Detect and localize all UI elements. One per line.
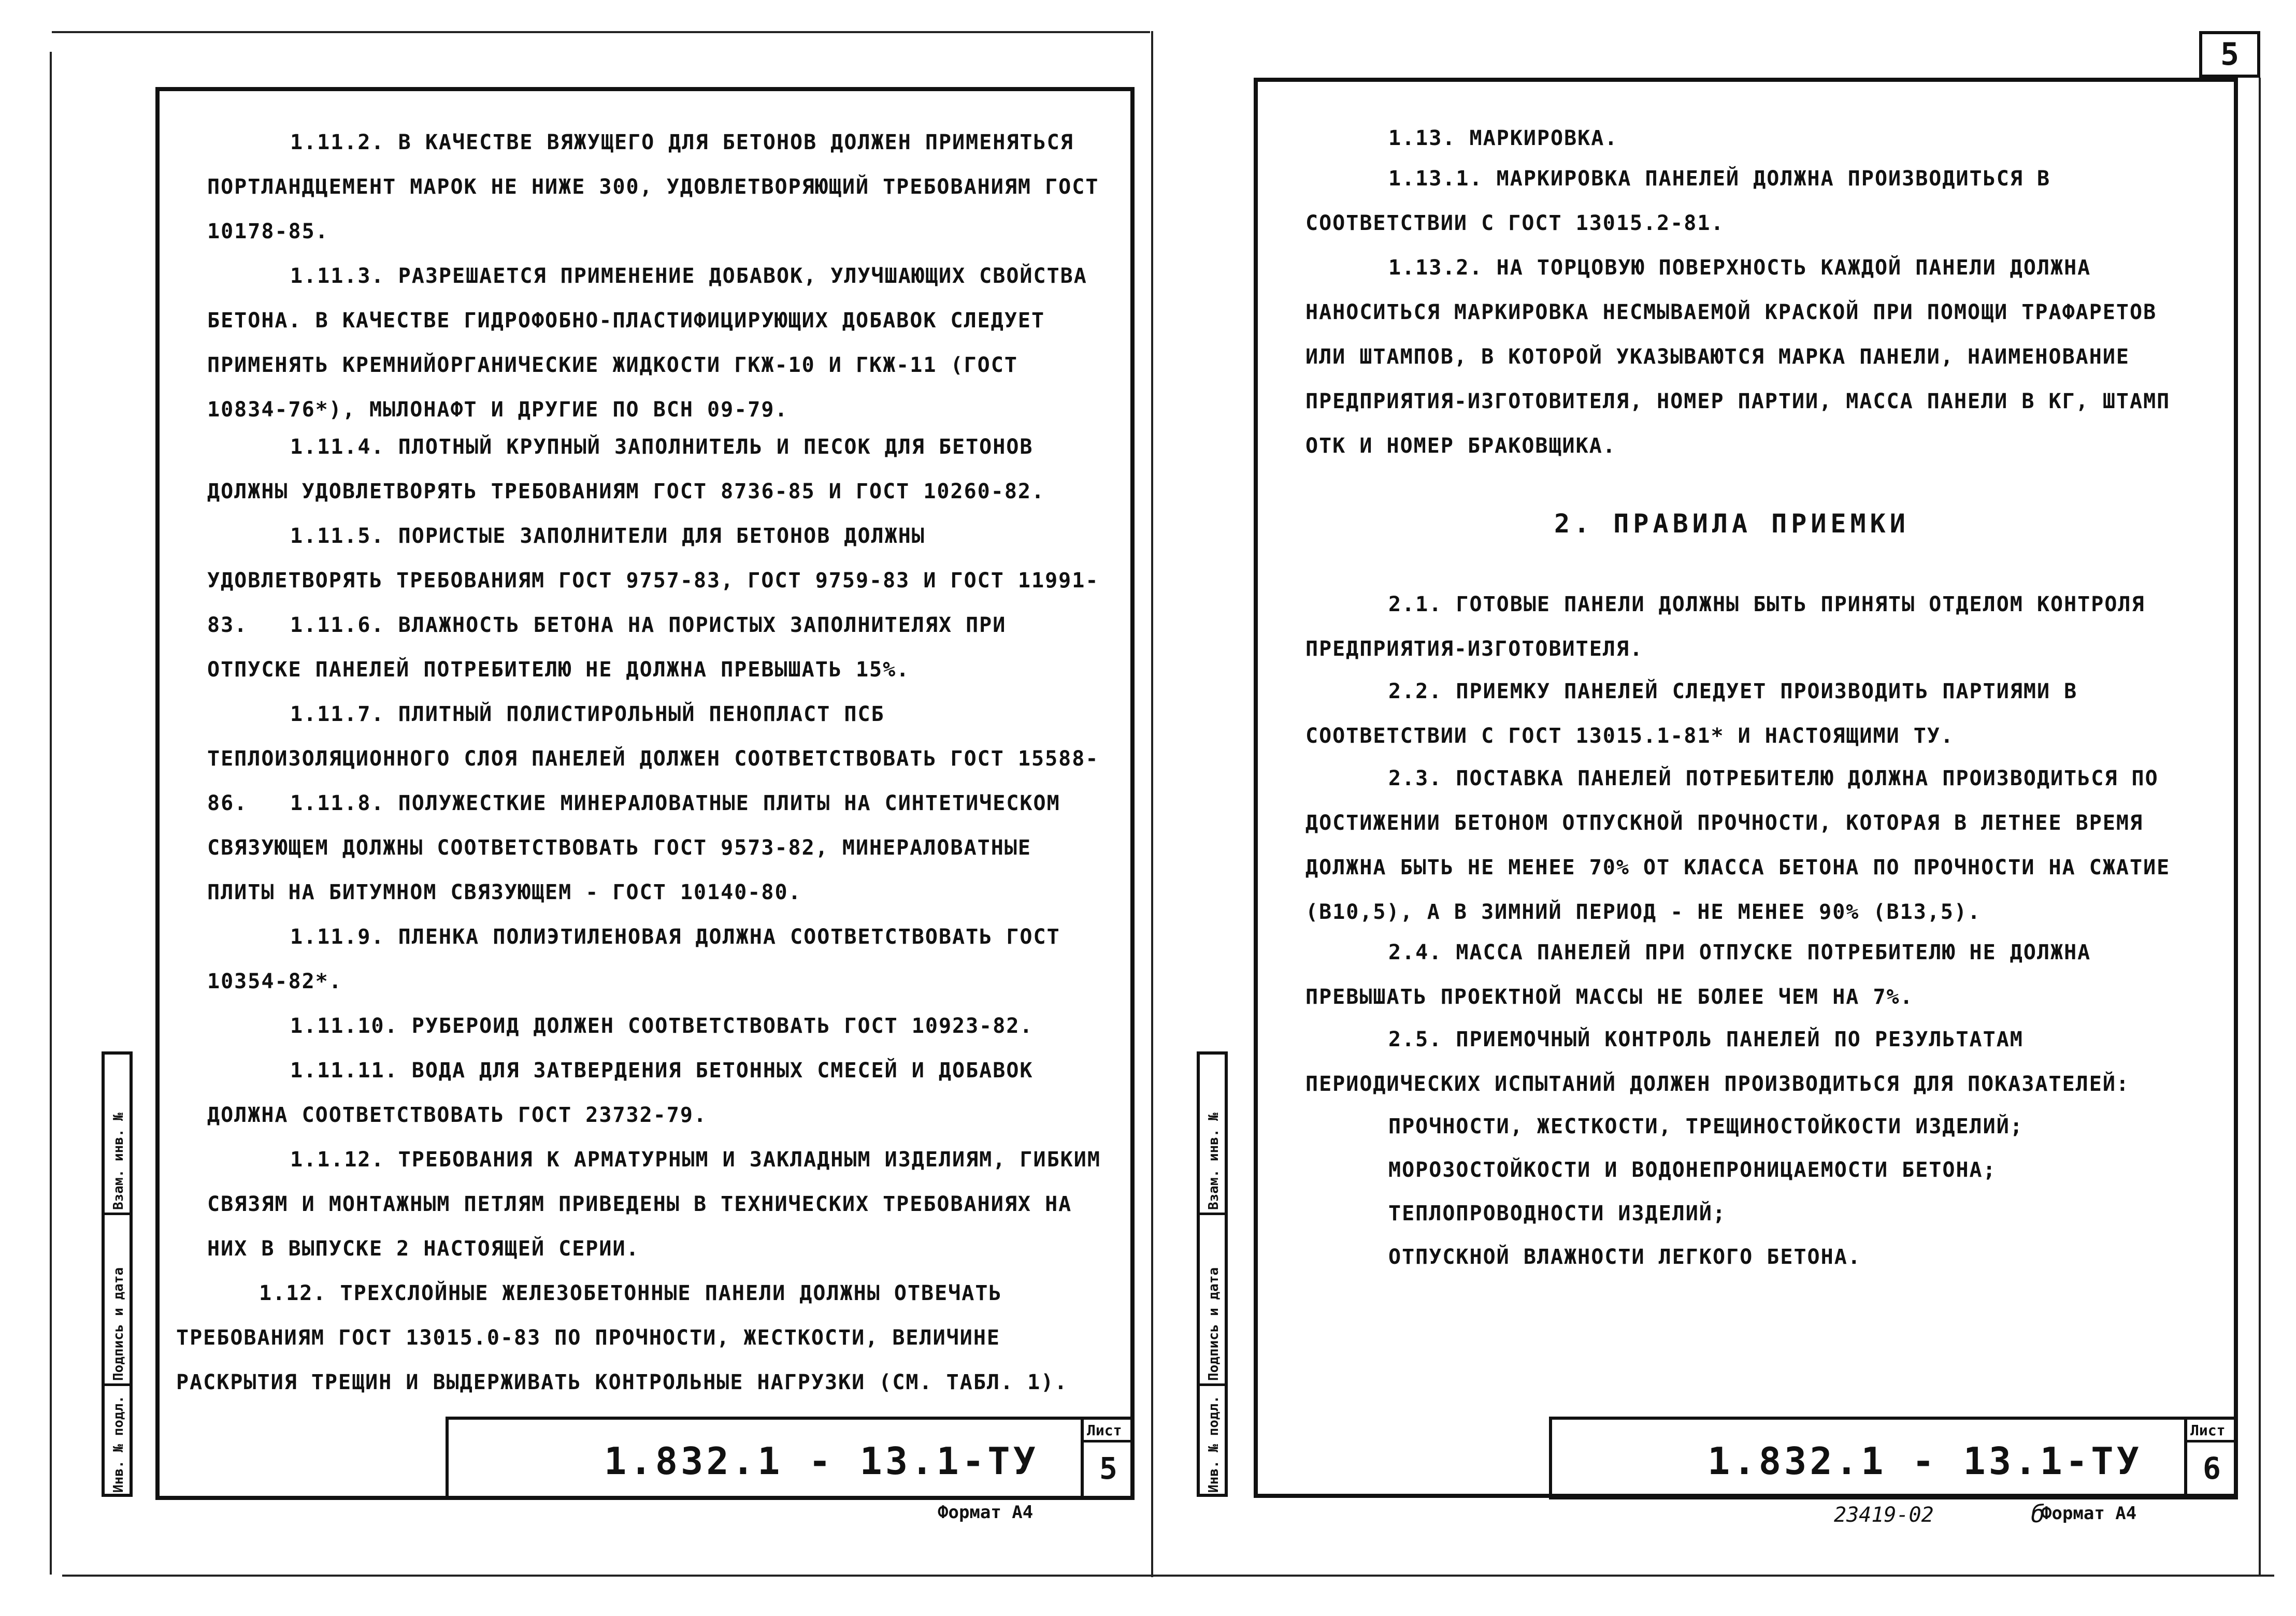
sheet-label: Лист	[1087, 1422, 1122, 1439]
bottom-edge-line	[62, 1575, 2274, 1577]
list-item: ОТПУСКНОЙ ВЛАЖНОСТИ ЛЕГКОГО БЕТОНА.	[1388, 1245, 1861, 1269]
sidebar-label: Подпись и дата	[1206, 1267, 1222, 1381]
left-paragraph: 1.11.7. ПЛИТНЫЙ ПОЛИСТИРОЛЬНЫЙ ПЕНОПЛАСТ ПСБ ТЕПЛОИЗОЛЯЦИОННОГО СЛОЯ ПАНЕЛЕЙ ДОЛЖЕН СООТВЕТСТВОВАТЬ ГОСТ 15588-86.	[207, 702, 1099, 815]
right-sidebar-stamp	[1197, 1051, 1228, 1497]
left-paragraph: 1.12. ТРЕХСЛОЙНЫЕ ЖЕЛЕЗОБЕТОННЫЕ ПАНЕЛИ ДОЛЖНЫ ОТВЕЧАТЬ ТРЕБОВАНИЯМ ГОСТ 13015.0-83 ПО ПРОЧНОСТИ, ЖЕСТКОСТИ, ВЕЛИЧИНЕ РАСКРЫТИЯ ТРЕЩИН И ВЫДЕРЖИВАТЬ КОНТРОЛЬНЫЕ НАГРУЗКИ (СМ. ТАБЛ. 1).	[176, 1281, 1068, 1394]
list-item: МОРОЗОСТОЙКОСТИ И ВОДОНЕПРОНИЦАЕМОСТИ БЕТОНА;	[1388, 1158, 1997, 1182]
document-designation: 1.832.1 - 13.1-ТУ	[604, 1439, 1039, 1483]
left-paragraph: 1.11.6. ВЛАЖНОСТЬ БЕТОНА НА ПОРИСТЫХ ЗАПОЛНИТЕЛЯХ ПРИ ОТПУСКЕ ПАНЕЛЕЙ ПОТРЕБИТЕЛЮ НЕ ДОЛЖНА ПРЕВЫШАТЬ 15%.	[207, 613, 1007, 682]
section-title: 2. ПРАВИЛА ПРИЕМКИ	[1554, 509, 1910, 539]
section-paragraph: 2.3. ПОСТАВКА ПАНЕЛЕЙ ПОТРЕБИТЕЛЮ ДОЛЖНА ПРОИЗВОДИТЬСЯ ПО ДОСТИЖЕНИИ БЕТОНОМ ОТПУСКНОЙ ПРОЧНОСТИ, КОТОРАЯ В ЛЕТНЕЕ ВРЕМЯ ДОЛЖНА БЫТЬ НЕ МЕНЕЕ 70% ОТ КЛАССА БЕТОНА ПО ПРОЧНОСТИ НА СЖАТИЕ (В10,5), А В ЗИМНИЙ ПЕРИОД - НЕ МЕНЕЕ 90% (В13,5).	[1305, 767, 2171, 924]
left-paragraph: 1.11.4. ПЛОТНЫЙ КРУПНЫЙ ЗАПОЛНИТЕЛЬ И ПЕСОК ДЛЯ БЕТОНОВ ДОЛЖНЫ УДОВЛЕТВОРЯТЬ ТРЕБОВАНИЯМ ГОСТ 8736-85 И ГОСТ 10260-82.	[207, 435, 1045, 503]
corner-page-number: 5	[2220, 36, 2240, 73]
sheet-cell	[1081, 1420, 1132, 1496]
top-edge-line	[52, 31, 1150, 33]
section-paragraph: 2.2. ПРИЕМКУ ПАНЕЛЕЙ СЛЕДУЕТ ПРОИЗВОДИТЬ ПАРТИЯМИ В СООТВЕТСТВИИ С ГОСТ 13015.1-81* И НАСТОЯЩИМИ ТУ.	[1305, 680, 2078, 748]
left-paragraph: 1.11.11. ВОДА ДЛЯ ЗАТВЕРДЕНИЯ БЕТОННЫХ СМЕСЕЙ И ДОБАВОК ДОЛЖНА СООТВЕТСТВОВАТЬ ГОСТ 23732-79.	[207, 1059, 1034, 1127]
left-paragraph: 1.11.8. ПОЛУЖЕСТКИЕ МИНЕРАЛОВАТНЫЕ ПЛИТЫ НА СИНТЕТИЧЕСКОМ СВЯЗУЮЩЕМ ДОЛЖНЫ СООТВЕТСТВОВАТЬ ГОСТ 9573-82, МИНЕРАЛОВАТНЫЕ ПЛИТЫ НА БИТУМНОМ СВЯЗУЮЩЕМ - ГОСТ 10140-80.	[207, 791, 1060, 904]
paper-format: Формат А4	[2041, 1503, 2137, 1524]
sheet-label-cell	[1084, 1420, 1132, 1442]
sidebar-label: Взам. инв. №	[111, 1113, 126, 1210]
left-paragraph: 1.11.2. В КАЧЕСТВЕ ВЯЖУЩЕГО ДЛЯ БЕТОНОВ ДОЛЖЕН ПРИМЕНЯТЬСЯ ПОРТЛАНДЦЕМЕНТ МАРОК НЕ НИЖЕ 300, УДОВЛЕТВОРЯЮЩИЙ ТРЕБОВАНИЯМ ГОСТ 10178-85.	[207, 131, 1099, 243]
center-fold-line	[1151, 31, 1153, 1577]
right-edge-line	[2259, 78, 2261, 1575]
left-paragraph: 1.11.9. ПЛЕНКА ПОЛИЭТИЛЕНОВАЯ ДОЛЖНА СООТВЕТСТВОВАТЬ ГОСТ 10354-82*.	[207, 925, 1060, 993]
right-paragraph: 1.13. МАРКИРОВКА.	[1388, 126, 1618, 150]
left-paragraph: 1.1.12. ТРЕБОВАНИЯ К АРМАТУРНЫМ И ЗАКЛАДНЫМ ИЗДЕЛИЯМ, ГИБКИМ СВЯЗЯМ И МОНТАЖНЫМ ПЕТЛЯМ ПРИВЕДЕНЫ В ТЕХНИЧЕСКИХ ТРЕБОВАНИЯХ НА НИХ В ВЫПУСКЕ 2 НАСТОЯЩЕЙ СЕРИИ.	[207, 1148, 1101, 1261]
left-paragraph: 1.11.10. РУБЕРОИД ДОЛЖЕН СООТВЕТСТВОВАТЬ ГОСТ 10923-82.	[290, 1014, 1034, 1038]
section-paragraph: 2.5. ПРИЕМОЧНЫЙ КОНТРОЛЬ ПАНЕЛЕЙ ПО РЕЗУЛЬТАТАМ ПЕРИОДИЧЕСКИХ ИСПЫТАНИЙ ДОЛЖЕН ПРОИЗВОДИТЬСЯ ДЛЯ ПОКАЗАТЕЛЕЙ:	[1305, 1028, 2130, 1096]
sidebar-label: Инв. № подл.	[1206, 1395, 1222, 1493]
list-item: ТЕПЛОПРОВОДНОСТИ ИЗДЕЛИЙ;	[1388, 1202, 1727, 1225]
section-paragraph: 2.1. ГОТОВЫЕ ПАНЕЛИ ДОЛЖНЫ БЫТЬ ПРИНЯТЫ ОТДЕЛОМ КОНТРОЛЯ ПРЕДПРИЯТИЯ-ИЗГОТОВИТЕЛЯ.	[1305, 593, 2145, 661]
right-paragraph: 1.13.2. НА ТОРЦОВУЮ ПОВЕРХНОСТЬ КАЖДОЙ ПАНЕЛИ ДОЛЖНА НАНОСИТЬСЯ МАРКИРОВКА НЕСМЫВАЕМОЙ КРАСКОЙ ПРИ ПОМОЩИ ТРАФАРЕТОВ ИЛИ ШТАМПОВ, В КОТОРОЙ УКАЗЫВАЮТСЯ МАРКА ПАНЕЛИ, НАИМЕНОВАНИЕ ПРЕДПРИЯТИЯ-ИЗГОТОВИТЕЛЯ, НОМЕР ПАРТИИ, МАССА ПАНЕЛИ В КГ, ШТАМП ОТК И НОМЕР БРАКОВЩИКА.	[1305, 256, 2171, 458]
archive-mark: б	[2031, 1500, 2045, 1528]
left-title-block	[446, 1417, 1135, 1499]
sidebar-label: Подпись и дата	[111, 1267, 126, 1381]
sheet-label-cell	[2187, 1420, 2236, 1442]
sheet-number: 6	[2203, 1451, 2221, 1486]
sheet-cell	[2184, 1420, 2236, 1496]
section-paragraph: 2.4. МАССА ПАНЕЛЕЙ ПРИ ОТПУСКЕ ПОТРЕБИТЕЛЮ НЕ ДОЛЖНА ПРЕВЫШАТЬ ПРОЕКТНОЙ МАССЫ НЕ БОЛЕЕ ЧЕМ НА 7%.	[1305, 941, 2091, 1009]
right-title-block	[1549, 1417, 2238, 1499]
left-sidebar-stamp	[102, 1051, 133, 1497]
document-designation: 1.832.1 - 13.1-ТУ	[1707, 1439, 2142, 1483]
paper-format: Формат А4	[938, 1502, 1034, 1523]
sheet-number: 5	[1099, 1451, 1117, 1486]
left-paragraph: 1.11.5. ПОРИСТЫЕ ЗАПОЛНИТЕЛИ ДЛЯ БЕТОНОВ ДОЛЖНЫ УДОВЛЕТВОРЯТЬ ТРЕБОВАНИЯМ ГОСТ 9757-83, ГОСТ 9759-83 И ГОСТ 11991-83.	[207, 524, 1099, 637]
sheet-label: Лист	[2190, 1422, 2226, 1439]
archive-number: 23419-02	[1834, 1503, 1934, 1527]
list-item: ПРОЧНОСТИ, ЖЕСТКОСТИ, ТРЕЩИНОСТОЙКОСТИ ИЗДЕЛИЙ;	[1388, 1115, 2024, 1138]
sidebar-label: Инв. № подл.	[111, 1395, 126, 1493]
sidebar-label: Взам. инв. №	[1206, 1113, 1222, 1210]
left-edge-line	[50, 52, 52, 1575]
left-paragraph: 1.11.3. РАЗРЕШАЕТСЯ ПРИМЕНЕНИЕ ДОБАВОК, УЛУЧШАЮЩИХ СВОЙСТВА БЕТОНА. В КАЧЕСТВЕ ГИДРОФОБНО-ПЛАСТИФИЦИРУЮЩИХ ДОБАВОК СЛЕДУЕТ ПРИМЕНЯТЬ КРЕМНИЙОРГАНИЧЕСКИЕ ЖИДКОСТИ ГКЖ-10 И ГКЖ-11 (ГОСТ 10834-76*), МЫЛОНАФТ И ДРУГИЕ ПО ВСН 09-79.	[207, 264, 1087, 422]
right-paragraph: 1.13.1. МАРКИРОВКА ПАНЕЛЕЙ ДОЛЖНА ПРОИЗВОДИТЬСЯ В СООТВЕТСТВИИ С ГОСТ 13015.2-81.	[1305, 167, 2051, 235]
corner-page-number-box	[2199, 31, 2260, 78]
